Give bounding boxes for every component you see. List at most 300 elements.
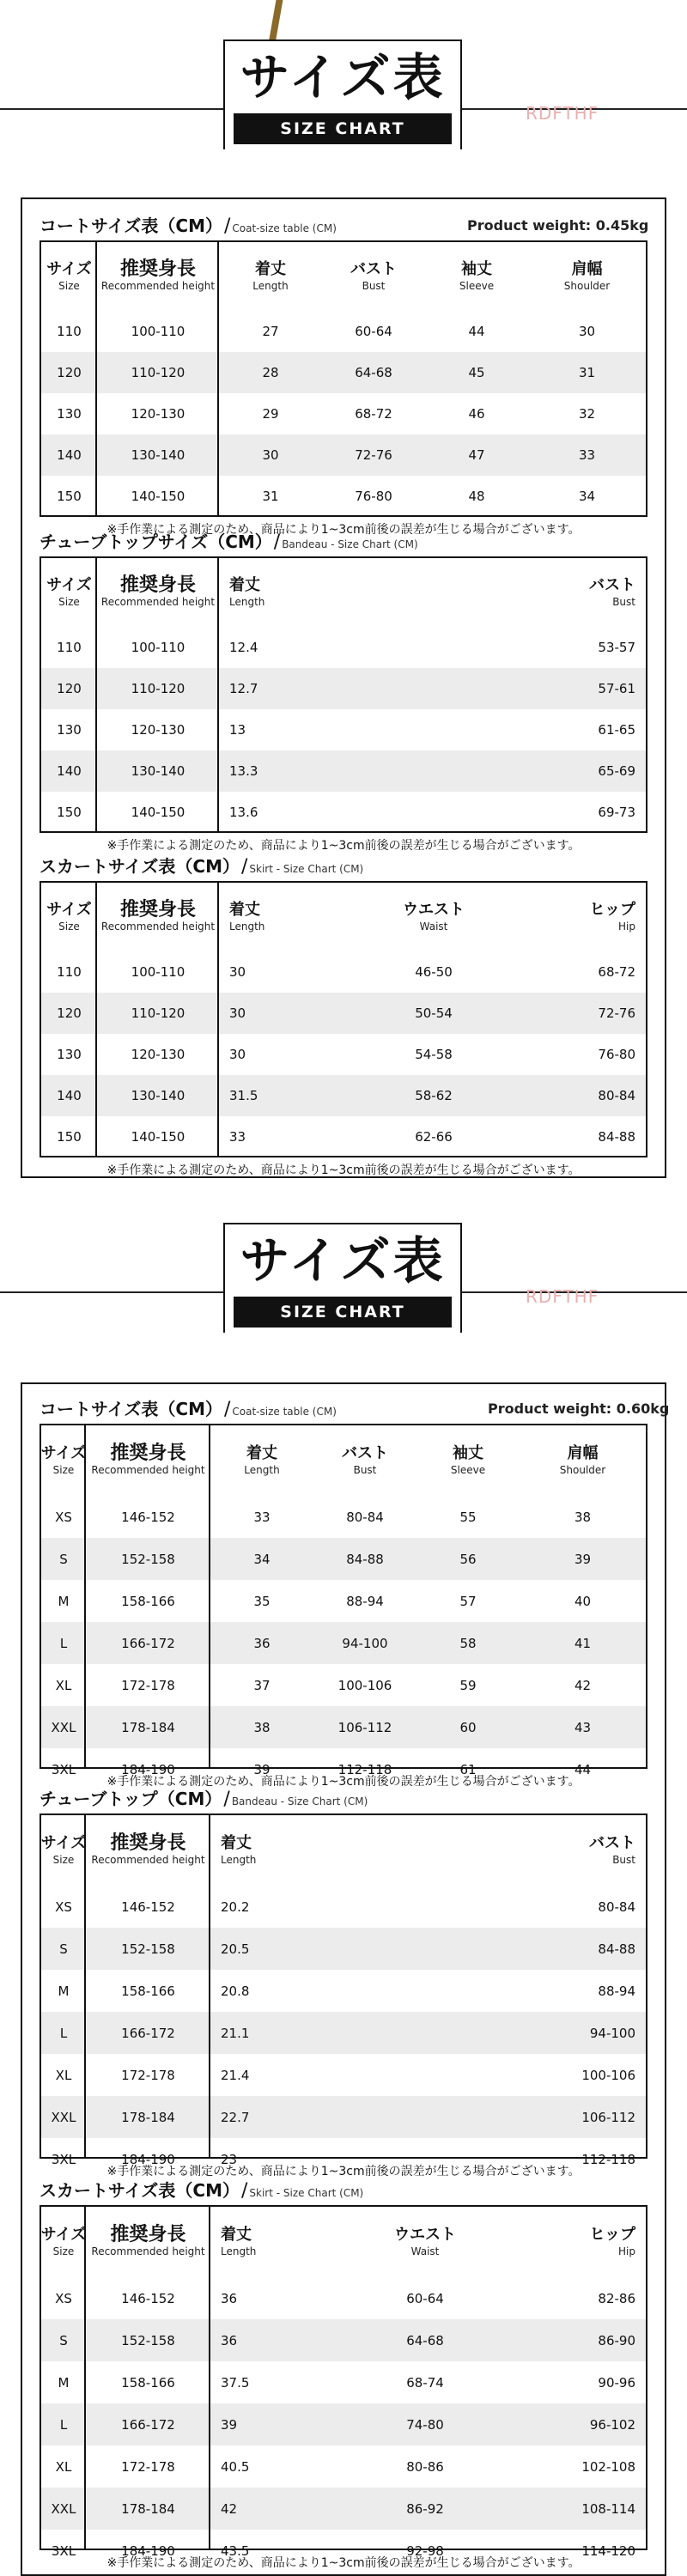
cell-value: 140	[57, 1088, 82, 1103]
table-cell	[41, 1034, 97, 1075]
table-cell	[219, 393, 322, 434]
cell-value: 72-76	[355, 447, 392, 463]
column-header	[416, 1425, 520, 1496]
section-title-jp: コートサイズ表（CM）	[40, 216, 222, 236]
table-cell	[97, 627, 219, 668]
table-cell	[325, 2361, 525, 2403]
column-header	[325, 2207, 525, 2277]
cell-value: 94-100	[589, 2025, 635, 2041]
column-header-jp: 肩幅	[567, 1444, 599, 1462]
column-header-en: Sleeve	[459, 280, 495, 292]
table-cell	[322, 393, 425, 434]
section-title-en: Skirt - Size Chart (CM)	[249, 2187, 364, 2199]
column-header-en: Recommended height	[100, 920, 216, 933]
table-cell	[86, 2403, 210, 2445]
table-cell	[41, 476, 97, 517]
cell-value: 30	[229, 1005, 246, 1021]
cell-value: 110	[57, 964, 82, 980]
table-cell	[41, 1706, 86, 1748]
column-header	[322, 242, 425, 311]
cell-value: 47	[468, 447, 485, 463]
table-cell	[210, 1622, 313, 1664]
cell-value: 96-102	[589, 2416, 635, 2433]
page-subtitle: SIZE CHART	[234, 1297, 452, 1327]
cell-value: 130	[57, 406, 82, 422]
cell-value: 152-158	[121, 1941, 175, 1957]
table-cell	[416, 1496, 520, 1538]
table-cell	[219, 1116, 334, 1157]
cell-value: 120-130	[131, 1047, 185, 1062]
table-cell	[41, 1664, 86, 1706]
cell-value: 130	[57, 1047, 82, 1062]
column-header-en: Recommended height	[91, 1464, 205, 1476]
column-header	[528, 242, 646, 311]
cell-value: 46-50	[415, 964, 453, 980]
cell-value: S	[59, 2332, 68, 2348]
cell-value: M	[58, 1983, 70, 1999]
table-cell	[425, 393, 528, 434]
skirt-size-table	[40, 2205, 647, 2559]
cell-value: 45	[468, 365, 485, 380]
cell-value: XXL	[51, 2500, 76, 2517]
table-cell	[557, 1886, 646, 1928]
cell-value: 33	[578, 447, 596, 463]
table-cell	[219, 311, 322, 352]
table-cell	[219, 951, 334, 993]
column-header	[210, 1425, 313, 1496]
cell-value: 68-72	[598, 964, 635, 980]
table-cell	[97, 476, 219, 517]
table-cell	[334, 1075, 533, 1116]
coat-size-table	[40, 1424, 647, 1777]
cell-value: 130-140	[131, 763, 185, 779]
table-cell	[533, 1034, 646, 1075]
cell-value: 150	[57, 805, 82, 820]
measurement-note: ※手作業による測定のため、商品により1~3cm前後の誤差が生じる場合がございます。	[106, 1163, 581, 1177]
column-header-jp: サイズ	[46, 260, 92, 278]
table-cell	[557, 2054, 646, 2096]
cell-value: 41	[574, 1635, 592, 1651]
table-cell	[210, 1928, 557, 1970]
cell-value: 58	[459, 1635, 477, 1651]
cell-value: 39	[221, 2416, 238, 2433]
table-cell	[86, 1664, 210, 1706]
table-cell	[210, 2319, 325, 2361]
tube-size-table	[40, 1814, 647, 2167]
table-cell	[425, 476, 528, 517]
column-header-en: Recommended height	[100, 596, 216, 608]
column-header-en: Recommended height	[91, 1854, 205, 1866]
column-header-jp: サイズ	[40, 2226, 87, 2244]
table-cell	[41, 709, 97, 750]
column-header	[41, 1815, 86, 1886]
section-title	[40, 213, 647, 239]
column-header-en: Waist	[419, 920, 448, 933]
cell-value: 112-118	[581, 2151, 635, 2167]
table-cell	[322, 352, 425, 393]
table-cell	[520, 1580, 646, 1622]
column-header-en: Length	[244, 1464, 280, 1476]
table-cell	[86, 2319, 210, 2361]
table-cell	[41, 2445, 86, 2488]
table-cell	[557, 792, 646, 833]
table-cell	[525, 2488, 646, 2530]
section-title-jp: スカートサイズ表（CM）	[40, 856, 240, 877]
cell-value: 110	[57, 640, 82, 655]
cell-value: 68-74	[406, 2374, 444, 2391]
cell-value: 100-110	[131, 640, 185, 655]
column-header-jp: 推奨身長	[110, 1443, 186, 1464]
cell-value: 39	[253, 1761, 271, 1777]
cell-value: 86-90	[598, 2332, 635, 2348]
cell-value: 110-120	[131, 365, 185, 380]
table-cell	[219, 434, 322, 476]
column-header-en: Bust	[612, 596, 635, 608]
table-cell	[86, 2277, 210, 2319]
cell-value: 130-140	[131, 1088, 185, 1103]
column-header-jp: 着丈	[221, 2226, 252, 2244]
table-cell	[528, 476, 646, 517]
cell-value: 53-57	[598, 640, 635, 655]
cell-value: L	[59, 2416, 68, 2433]
table-cell	[86, 2361, 210, 2403]
table-cell	[41, 1075, 97, 1116]
cell-value: L	[59, 2025, 68, 2041]
table-cell	[210, 1970, 557, 2012]
table-cell	[210, 2096, 557, 2138]
table-cell	[416, 1580, 520, 1622]
cell-value: 40.5	[221, 2458, 250, 2475]
cell-value: 72-76	[598, 1005, 635, 1021]
cell-value: 146-152	[121, 2290, 175, 2306]
cell-value: 43.5	[221, 2543, 250, 2559]
table-cell	[416, 1622, 520, 1664]
column-header	[41, 2207, 86, 2277]
cell-value: 146-152	[121, 1899, 175, 1915]
section-title-en: Bandeau - Size Chart (CM)	[231, 1795, 368, 1807]
cell-value: 130	[57, 722, 82, 738]
column-header	[219, 242, 322, 311]
cell-value: 158-166	[121, 1983, 175, 1999]
table-cell	[219, 709, 557, 750]
cell-value: 12.4	[229, 640, 258, 655]
table-cell	[525, 2277, 646, 2319]
table-cell	[528, 393, 646, 434]
table-cell	[41, 2361, 86, 2403]
table-cell	[86, 2096, 210, 2138]
cell-value: L	[59, 1635, 68, 1651]
table-cell	[325, 2488, 525, 2530]
column-header	[41, 883, 97, 951]
table-cell	[86, 1928, 210, 1970]
cell-value: 36	[221, 2332, 238, 2348]
column-header-jp: サイズ	[46, 901, 92, 919]
table-cell	[41, 951, 97, 993]
table-cell	[210, 2488, 325, 2530]
table-cell	[557, 1928, 646, 1970]
cell-value: 184-190	[121, 2151, 175, 2167]
cell-value: 80-86	[406, 2458, 444, 2475]
cell-value: 39	[574, 1551, 592, 1567]
table-cell	[41, 2277, 86, 2319]
column-header	[210, 1815, 557, 1886]
cell-value: 120	[57, 681, 82, 696]
measurement-note: ※手作業による測定のため、商品により1~3cm前後の誤差が生じる場合がございます。	[106, 2165, 581, 2178]
column-header-en: Waist	[410, 2245, 440, 2257]
cell-value: 48	[468, 489, 485, 504]
table-cell	[557, 668, 646, 709]
skirt-size-section	[40, 2178, 647, 2576]
column-header-jp: 袖丈	[461, 260, 492, 278]
cell-value: 30	[229, 1047, 246, 1062]
table-cell	[313, 1496, 416, 1538]
table-cell	[313, 1664, 416, 1706]
table-cell	[86, 1886, 210, 1928]
column-header	[86, 1425, 210, 1496]
coat-size-section	[40, 213, 647, 543]
cell-value: 178-184	[121, 2500, 175, 2517]
cell-value: 42	[574, 1677, 592, 1693]
cell-value: 34	[578, 489, 596, 504]
table-cell	[520, 1622, 646, 1664]
table-cell	[41, 1928, 86, 1970]
table-cell	[210, 1580, 313, 1622]
table-cell	[41, 1538, 86, 1580]
cell-value: 60	[459, 1719, 477, 1735]
table-cell	[41, 1496, 86, 1538]
column-header-jp: 推奨身長	[119, 258, 196, 280]
cell-value: 140-150	[131, 489, 185, 504]
column-header	[334, 883, 533, 951]
cell-value: XXL	[51, 1719, 76, 1735]
cell-value: 13.3	[229, 763, 258, 779]
column-header-jp: 推奨身長	[110, 1832, 186, 1854]
cell-value: 13	[229, 722, 246, 738]
table-cell	[86, 1538, 210, 1580]
table-cell	[322, 311, 425, 352]
table-cell	[219, 1075, 334, 1116]
table-cell	[219, 476, 322, 517]
coat-size-section	[40, 1396, 670, 1795]
cell-value: 140	[57, 447, 82, 463]
table-cell	[219, 993, 334, 1034]
table-cell	[525, 2319, 646, 2361]
table-cell	[325, 2277, 525, 2319]
cell-value: 62-66	[415, 1129, 453, 1145]
column-header-jp: ヒップ	[589, 901, 635, 919]
table-cell	[533, 1075, 646, 1116]
table-cell	[41, 2012, 86, 2054]
column-header-jp: 着丈	[229, 901, 260, 919]
column-header-en: Length	[252, 280, 289, 292]
page-subtitle: SIZE CHART	[234, 113, 452, 144]
cell-value: 30	[229, 964, 246, 980]
cell-value: 88-94	[346, 1593, 384, 1609]
cell-value: 22.7	[221, 2109, 250, 2125]
cell-value: 60-64	[406, 2290, 444, 2306]
column-header-jp: 着丈	[255, 260, 286, 278]
table-cell	[334, 993, 533, 1034]
cell-value: 30	[578, 324, 596, 339]
cell-value: 120-130	[131, 406, 185, 422]
cell-value: 120	[57, 1005, 82, 1021]
cell-value: 172-178	[121, 2067, 175, 2083]
column-header-en: Recommended height	[100, 280, 216, 292]
table-cell	[219, 352, 322, 393]
cell-value: 178-184	[121, 1719, 175, 1735]
column-header-en: Bust	[353, 1464, 377, 1476]
cell-value: 55	[459, 1509, 477, 1525]
cell-value: 158-166	[121, 2374, 175, 2391]
column-header-jp: バスト	[350, 260, 397, 278]
tube-size-table	[40, 556, 647, 833]
column-header-en: Size	[52, 2245, 75, 2257]
cell-value: 86-92	[406, 2500, 444, 2517]
column-header-en: Sleeve	[450, 1464, 486, 1476]
cell-value: 184-190	[121, 1761, 175, 1777]
table-cell	[425, 434, 528, 476]
table-cell	[557, 709, 646, 750]
table-cell	[525, 2445, 646, 2488]
cell-value: 56	[459, 1551, 477, 1567]
cell-value: 114-120	[581, 2543, 635, 2559]
cell-value: XL	[55, 2458, 72, 2475]
table-cell	[41, 2054, 86, 2096]
section-title	[40, 1396, 670, 1422]
column-header	[533, 883, 646, 951]
table-cell	[533, 993, 646, 1034]
cell-value: 57-61	[598, 681, 635, 696]
cell-value: 3XL	[51, 1761, 76, 1777]
column-header-jp: サイズ	[40, 1444, 87, 1462]
skirt-size-section	[40, 854, 647, 1183]
table-cell	[86, 1622, 210, 1664]
column-header-jp: バスト	[342, 1444, 388, 1462]
cell-value: 110-120	[131, 681, 185, 696]
table-cell	[41, 1622, 86, 1664]
column-header-jp: ヒップ	[589, 2226, 635, 2244]
column-header-jp: ウエスト	[403, 901, 465, 919]
cell-value: 64-68	[406, 2332, 444, 2348]
cell-value: 44	[468, 324, 485, 339]
table-cell	[41, 750, 97, 792]
table-cell	[41, 2096, 86, 2138]
column-header-en: Length	[229, 920, 265, 933]
table-cell	[210, 2361, 325, 2403]
cell-value: 152-158	[121, 2332, 175, 2348]
column-header	[520, 1425, 646, 1496]
product-weight: Product weight: 0.60kg	[488, 1400, 670, 1417]
section-title-jp: チューブトップサイズ（CM）	[40, 532, 272, 552]
cell-value: 61	[459, 1761, 477, 1777]
column-header	[210, 2207, 325, 2277]
column-header-jp: 推奨身長	[110, 2224, 186, 2245]
column-header-en: Bust	[362, 280, 386, 292]
cell-value: 150	[57, 489, 82, 504]
column-header	[86, 2207, 210, 2277]
table-cell	[557, 2012, 646, 2054]
cell-value: 106-112	[337, 1719, 392, 1735]
cell-value: 30	[262, 447, 279, 463]
cell-value: 80-84	[346, 1509, 384, 1525]
cell-value: XL	[55, 1677, 72, 1693]
table-cell	[97, 668, 219, 709]
column-header-en: Size	[52, 1464, 75, 1476]
table-cell	[416, 1538, 520, 1580]
section-title	[40, 854, 647, 879]
section-title-jp: チューブトップ（CM）	[40, 1789, 222, 1809]
table-cell	[520, 1706, 646, 1748]
cell-value: 60-64	[355, 324, 392, 339]
table-cell	[97, 792, 219, 833]
cell-value: 110	[57, 324, 82, 339]
column-header-en: Hip	[618, 2245, 635, 2257]
title-slash: /	[273, 532, 281, 553]
table-cell	[97, 993, 219, 1034]
table-cell	[313, 1538, 416, 1580]
column-header	[557, 558, 646, 627]
cell-value: 88-94	[598, 1983, 635, 1999]
table-cell	[325, 2319, 525, 2361]
cell-value: 31	[262, 489, 279, 504]
cell-value: 146-152	[121, 1509, 175, 1525]
tube-size-section	[40, 529, 647, 859]
measurement-note: ※手作業による測定のため、商品により1~3cm前後の誤差が生じる場合がございます。	[106, 523, 581, 537]
cell-value: 120-130	[131, 722, 185, 738]
size-chart-header	[0, 29, 687, 149]
table-cell	[525, 2403, 646, 2445]
cell-value: 158-166	[121, 1593, 175, 1609]
column-header	[41, 242, 97, 311]
cell-value: 84-88	[346, 1551, 384, 1567]
table-cell	[325, 2445, 525, 2488]
cell-value: 31	[578, 365, 596, 380]
cell-value: 76-80	[355, 489, 392, 504]
cell-value: 80-84	[598, 1899, 635, 1915]
section-title	[40, 1786, 647, 1812]
table-cell	[41, 2488, 86, 2530]
cell-value: 20.5	[221, 1941, 250, 1957]
column-header	[219, 883, 334, 951]
cell-value: 92-98	[406, 2543, 444, 2559]
cell-value: 106-112	[581, 2109, 635, 2125]
section-title-en: Skirt - Size Chart (CM)	[249, 863, 364, 875]
table-cell	[210, 2012, 557, 2054]
table-cell	[210, 1664, 313, 1706]
table-cell	[219, 750, 557, 792]
cell-value: 36	[253, 1635, 271, 1651]
cell-value: 110-120	[131, 1005, 185, 1021]
column-header	[41, 1425, 86, 1496]
cell-value: 54-58	[415, 1047, 453, 1062]
cell-value: M	[58, 1593, 70, 1609]
column-header-en: Length	[221, 2245, 257, 2257]
cell-value: 140-150	[131, 805, 185, 820]
column-header	[97, 558, 219, 627]
table-cell	[97, 1116, 219, 1157]
table-cell	[520, 1538, 646, 1580]
column-header-jp: 推奨身長	[119, 574, 196, 596]
cell-value: 68-72	[355, 406, 392, 422]
cell-value: 31.5	[229, 1088, 258, 1103]
cell-value: 40	[574, 1593, 592, 1609]
cell-value: 102-108	[581, 2458, 635, 2475]
cell-value: 130-140	[131, 447, 185, 463]
table-cell	[86, 1706, 210, 1748]
page-title: サイズ表	[240, 1231, 446, 1290]
cell-value: 38	[253, 1719, 271, 1735]
column-header-jp: サイズ	[46, 576, 92, 594]
